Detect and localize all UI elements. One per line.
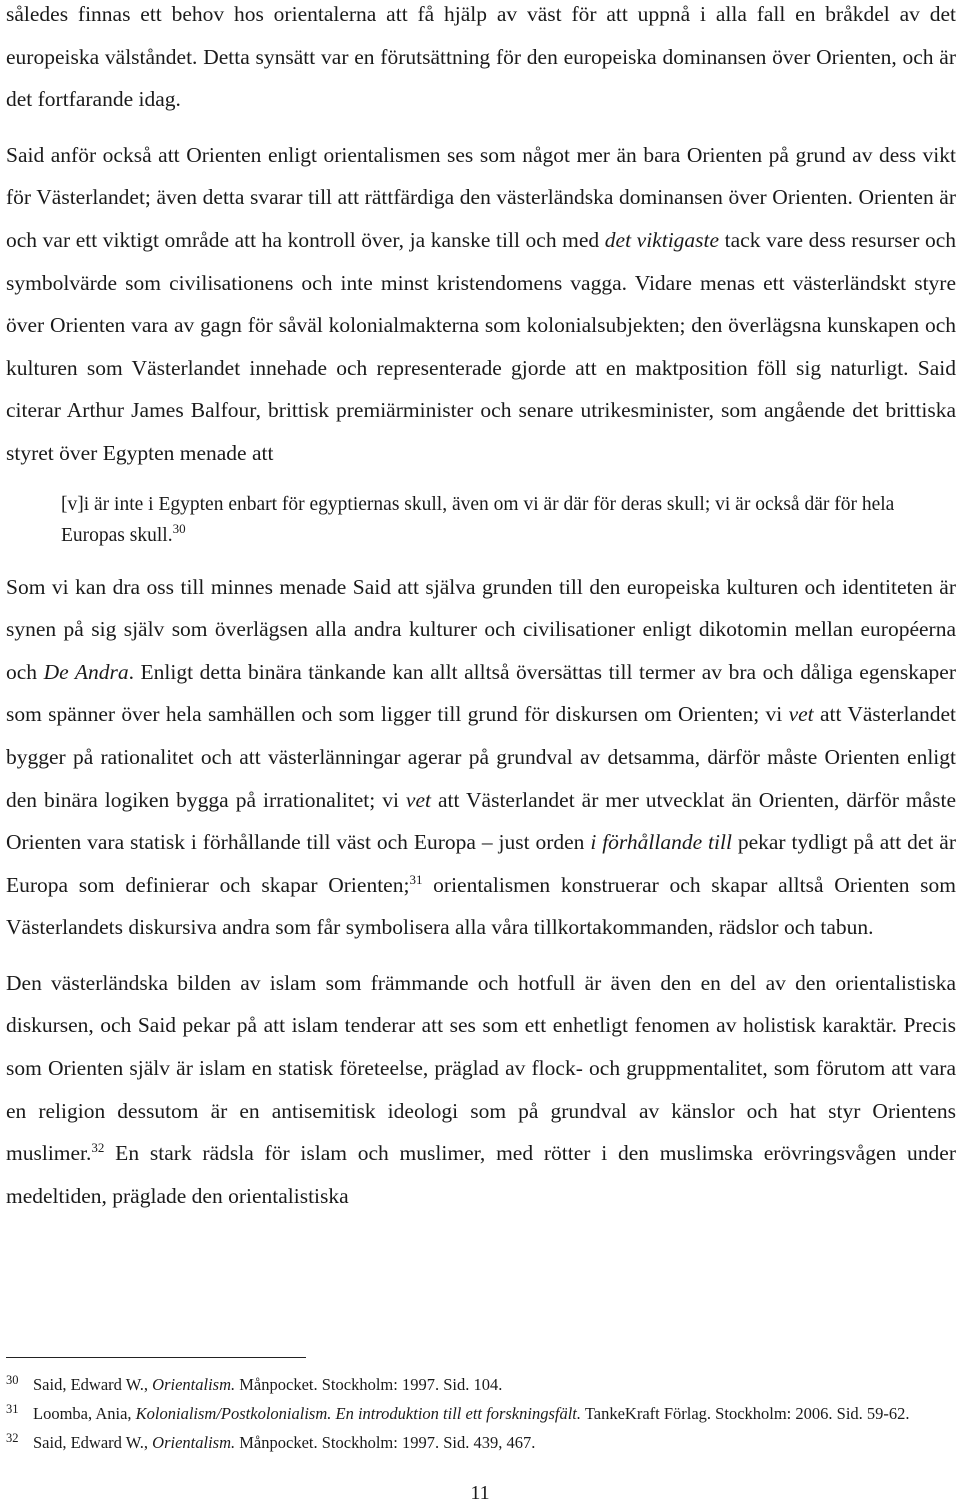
paragraph-2-text-b: tack vare dess resurser och symbolvärde som civilisationens och inte minst kristendomens vagga. Vidare menas ett västerländskt styre över Orienten vara av gagn för såväl kolonialmakterna som kolonialsubjekten; den överlägsna kunskapen och kulturen som Västerlandet innehade och representerade gjorde att en maktposition föll sig naturligt. Said citerar Arthur James Balfour, brittisk premiärminister och senare utrikesminister, som angående det brittiska styret över Egypten menade att	[6, 227, 956, 465]
paragraph-3-emphasis-i-forhallande-till: i förhållande till	[590, 830, 732, 855]
footnote-number: 32	[6, 1431, 19, 1445]
footnote-title: Kolonialism/Postkolonialism. En introduktion till ett forskningsfält.	[135, 1404, 582, 1423]
footnote-30	[6, 1373, 956, 1396]
footnote-text: Loomba, Ania,	[33, 1404, 136, 1423]
footnote-ref-32: 32	[91, 1140, 105, 1156]
paragraph-1-text: således finnas ett behov hos orientalerna att få hjälp av väst för att uppnå i alla fall en bråkdel av det europeiska välståndet. Detta synsätt var en förutsättning för den europeiska dominansen över Orienten, och är det fortfarande idag.	[6, 2, 956, 112]
footnote-number: 30	[6, 1373, 19, 1387]
block-quote-text: [v]i är inte i Egypten enbart för egyptiernas skull, även om vi är där för deras skull; vi är också där för hela Europas skull.	[61, 493, 895, 546]
footnote-number: 31	[6, 1402, 19, 1416]
footnote-text-tail: TankeKraft Förlag. Stockholm: 2006. Sid. 59-62.	[581, 1404, 910, 1423]
paragraph-2-text-a: Said anför också att Orienten enligt orientalismen ses som något mer än bara Orienten på grund av dess vikt för Västerlandet; även detta svarar till att rättfärdiga den västerländska dominansen över Orienten. Orienten är och var ett viktigt område att ha kontroll över, ja kanske till och med	[6, 142, 956, 252]
footnote-text: Said, Edward W.,	[33, 1433, 153, 1452]
footnote-31	[6, 1402, 956, 1425]
paragraph-3-text-b: . Enligt detta binära tänkande kan allt alltså översättas till termer av bra och dåliga egenskaper som spänner över hela samhällen och som ligger till grund för diskursen om Orienten; vi	[6, 659, 956, 727]
paragraph-3-text-c: att Västerlandet bygger på rationalitet och att västerlänningar agerar på grundval av detsamma, därför måste Orienten enligt den binära logiken bygga på irrationalitet; vi	[6, 702, 956, 812]
footnote-text: Said, Edward W.,	[33, 1375, 153, 1394]
paragraph-3-text-a: Som vi kan dra oss till minnes menade Said att själva grunden till den europeiska kulturen och identiteten är synen på sig själv som överlägsen alla andra kulturer och civilisationer enligt dikotomin mellan européerna och	[6, 574, 956, 684]
paragraph-3-emphasis-vet-2: vet	[405, 787, 431, 812]
footnote-separator	[6, 1357, 306, 1358]
block-quote	[61, 489, 956, 551]
paragraph-3-emphasis-de-andra: De Andra	[43, 659, 129, 684]
footnote-ref-30: 30	[172, 520, 186, 536]
footnote-title: Orientalism.	[152, 1433, 236, 1452]
footnote-32	[6, 1431, 956, 1454]
paragraph-3-emphasis-vet-1: vet	[788, 702, 814, 727]
footnotes	[6, 1373, 956, 1460]
paragraph-4-text-b: En stark rädsla för islam och muslimer, med rötter i den muslimska erövringsvågen under medeltiden, präglade den orientalistiska	[6, 1141, 956, 1208]
paragraph-3-text-e: pekar tydligt på att det är Europa som definierar och skapar Orienten;	[6, 830, 957, 897]
footnote-ref-31: 31	[409, 871, 423, 887]
paragraph-3-text-f: orientalismen konstruerar och skapar alltså Orienten som Västerlandets diskursiva andra som får symbolisera alla våra tillkortakommanden, rädslor och tabun.	[6, 872, 956, 940]
paragraph-2	[6, 134, 956, 475]
footnote-text-tail: Månpocket. Stockholm: 1997. Sid. 104.	[235, 1375, 503, 1394]
paragraph-4-text-a: Den västerländska bilden av islam som främmande och hotfull är även den en del av den orientalistiska diskursen, och Said pekar på att islam tenderar att ses som ett enhetligt fenomen av holistisk karaktär. Precis som Orienten själv är islam en statisk företeelse, präglad av flock- och gruppmentalitet, som förutom att vara en religion dessutom är en antisemitisk ideologi som på grundval av känslor och hat styr Orientens muslimer.	[6, 970, 956, 1166]
paragraph-3-text-d: att Västerlandet är mer utvecklat än Orienten, därför måste Orienten vara statisk i förhållande till väst och Europa – just orden	[6, 787, 957, 855]
footnote-text-tail: Månpocket. Stockholm: 1997. Sid. 439, 467.	[235, 1433, 536, 1452]
document-page	[6, 0, 956, 1217]
page-number: 11	[470, 1482, 490, 1504]
paragraph-3	[6, 566, 956, 949]
paragraph-1	[6, 0, 956, 121]
paragraph-2-emphasis: det viktigaste	[604, 227, 720, 252]
paragraph-4	[6, 962, 956, 1218]
footnote-title: Orientalism.	[152, 1375, 236, 1394]
